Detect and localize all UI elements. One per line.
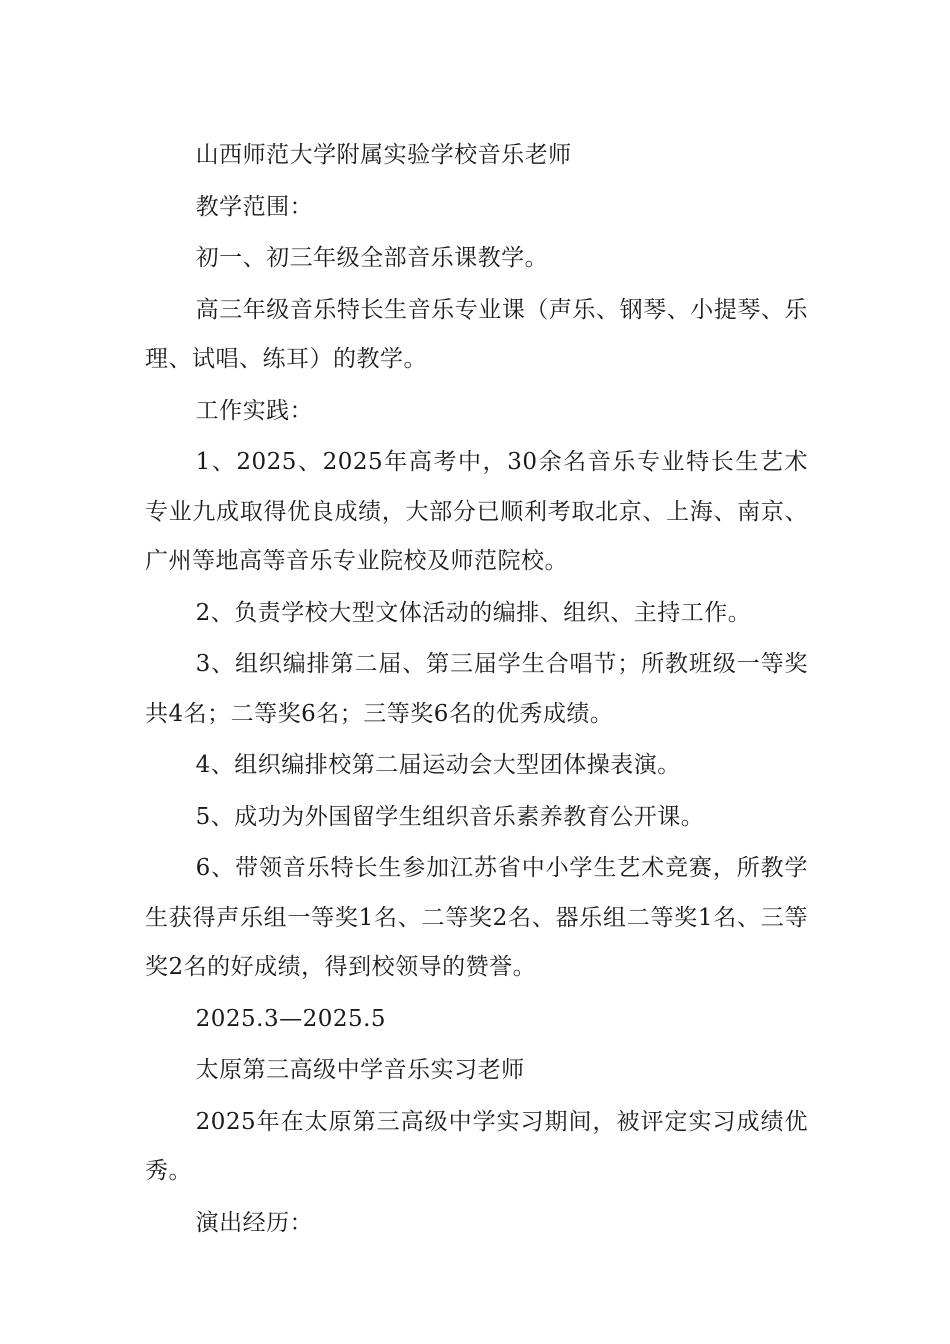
paragraph-practice-item-5: 5、成功为外国留学生组织音乐素养教育公开课。 <box>195 803 705 830</box>
paragraph-work-practice-heading: 工作实践： <box>195 397 314 424</box>
paragraph-teaching-scope-heading: 教学范围： <box>195 193 314 220</box>
paragraph-practice-item-2: 2、负责学校大型文体活动的编排、组织、主持工作。 <box>195 599 752 626</box>
paragraph-date-range: 2025.3—2025.5 <box>195 1005 387 1032</box>
paragraph-teaching-scope-2: 高三年级音乐特长生音乐专业课（声乐、钢琴、小提琴、乐理、试唱、练耳）的教学。 <box>145 296 808 372</box>
paragraph-performance-heading: 演出经历： <box>195 1209 314 1236</box>
paragraph-practice-item-4: 4、组织编排校第二届运动会大型团体操表演。 <box>195 752 681 778</box>
paragraph-practice-item-1: 1、2025、2025年高考中，30余名音乐专业特长生艺术专业九成取得优良成绩，大部分已顺利考取北京、上海、南京、广州等地高等音乐专业院校及师范院校。 <box>145 449 808 574</box>
paragraph-practice-item-6: 6、带领音乐特长生参加江苏省中小学生艺术竞赛，所教学生获得声乐组一等奖1名、二等奖2名、器乐组二等奖1名、三等奖2名的好成绩，得到校领导的赞誉。 <box>145 855 808 980</box>
paragraph-teaching-scope-1: 初一、初三年级全部音乐课教学。 <box>195 245 549 271</box>
paragraph-employer: 山西师范大学附属实验学校音乐老师 <box>195 142 572 168</box>
paragraph-internship-detail: 2025年在太原第三高级中学实习期间，被评定实习成绩优秀。 <box>145 1108 808 1184</box>
paragraph-internship-title: 太原第三高级中学音乐实习老师 <box>195 1057 525 1083</box>
paragraph-practice-item-3: 3、组织编排第二届、第三届学生合唱节；所教班级一等奖共4名；二等奖6名；三等奖6名的优秀成绩。 <box>145 651 808 727</box>
